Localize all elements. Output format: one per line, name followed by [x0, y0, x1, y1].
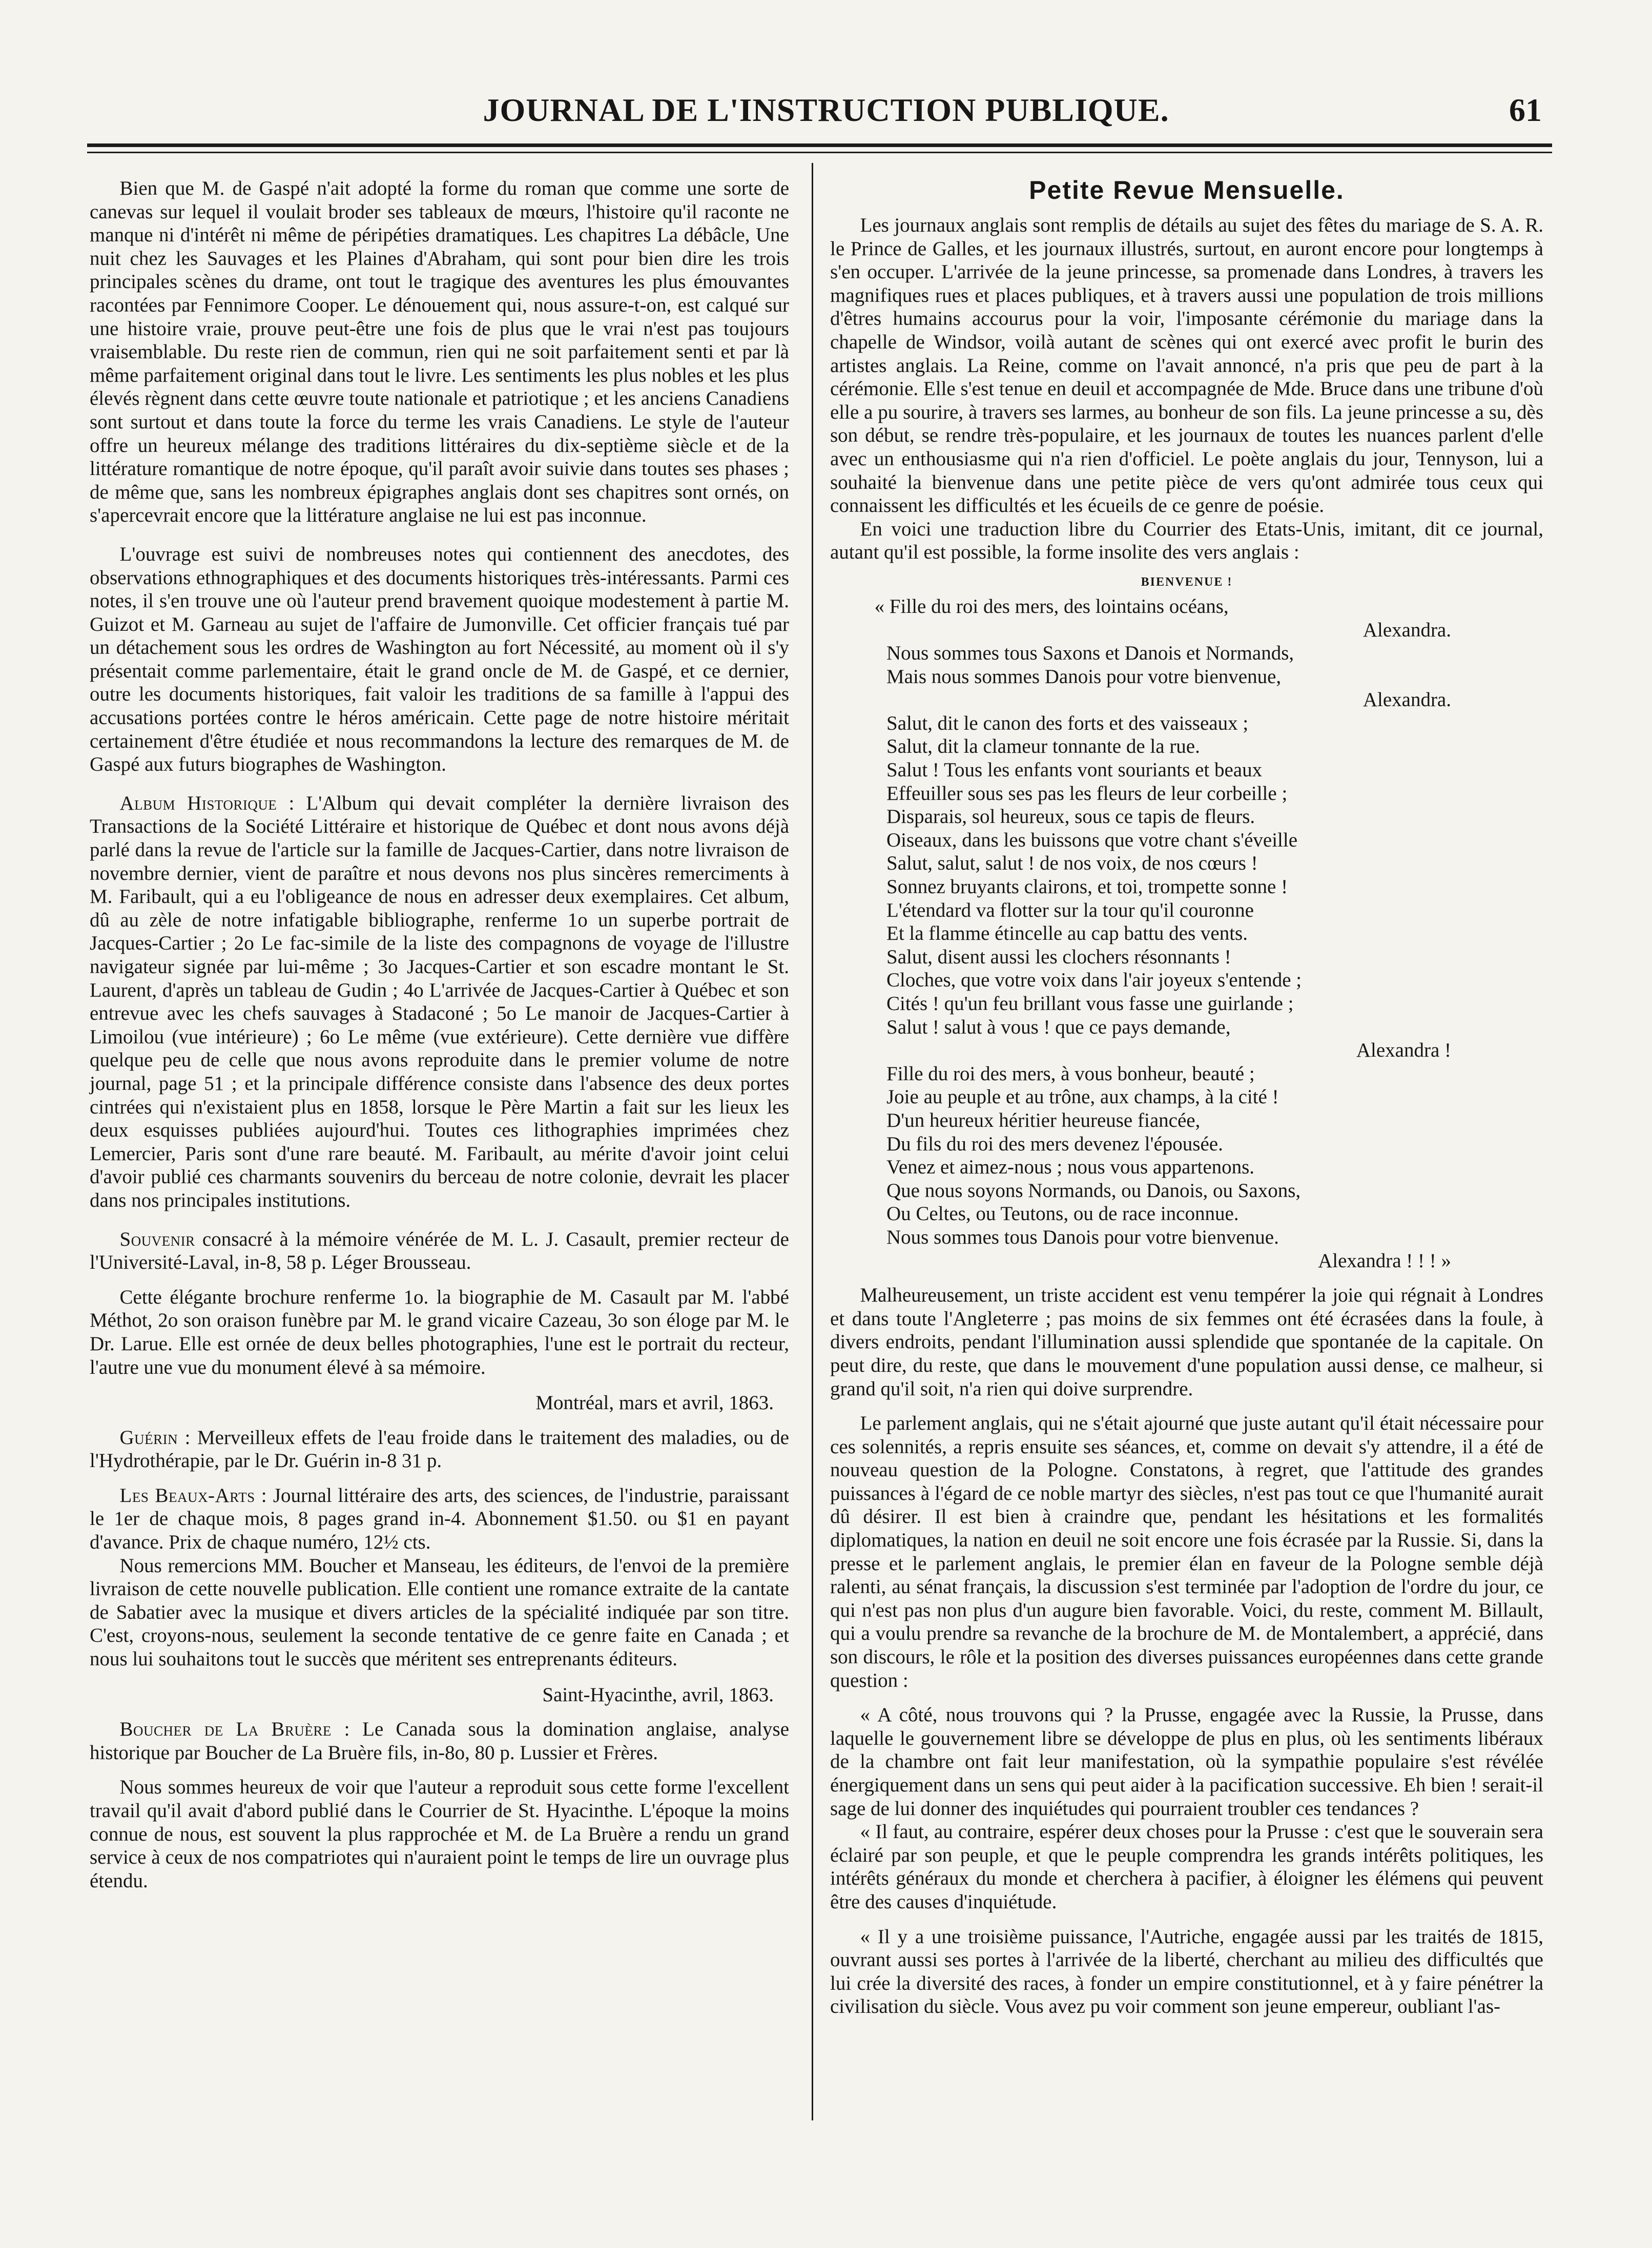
poem-line: Cloches, que votre voix dans l'air joyeux s'entende ; — [886, 969, 1302, 992]
guerin-body: Merveilleux effets de l'eau froide dans le traitement des maladies, ou de l'Hydrothérapie, par le Dr. Guérin in-8 31 p. — [90, 1426, 789, 1472]
album-historique-lede: Album Historique : — [119, 792, 295, 814]
royal-wedding-paragraph: Les journaux anglais sont remplis de détails au sujet des fêtes du mariage de S. A. R. le Prince de Galles, et les journaux illustrés, surtout, en auront encore pour longtemps à s'en occuper. L'arrivée de la jeune princesse, sa promenade dans Londres, à travers les magnifiques rues et places publiques, et à travers aussi une population de trois millions d'êtres humains accourus pour la voir, l'imposante cérémonie du mariage dans la chapelle de Windsor, voilà autant de scènes qui ont exercé avec profit le burin des artistes anglais. La Reine, comme on l'avait annoncé, n'a pris que peu de part à la cérémonie. Elle s'est tenue en deuil et accompagnée de Mde. Bruce dans une tribune d'où elle a pu sourire, à travers ses larmes, au bonheur de son fils. La jeune princesse a su, dès son début, se rendre très-populaire, et les journaux de toutes les nuances parlent d'elle avec un enthousiasme qui n'a rien d'officiel. Le poète anglais du jour, Tennyson, lui a souhaité la bienvenue dans une petite pièce de vers qu'ont admirée tous ceux qui connaissent les difficultés et les écueils de ce genre de poésie. — [830, 214, 1543, 517]
beaux-arts-description: Nous remercions MM. Boucher et Manseau, les éditeurs, de l'envoi de la première livraison de cette nouvelle publication. Elle contient une romance extraite de la cantate de Sabatier avec la musique et divers articles de la spécialité indiquée par son titre. C'est, croyons-nous, seulement la seconde tentative de ce genre faite en Canada ; et nous lui souhaitons tout le succès que méritent ses entreprenants éditeurs. — [90, 1554, 789, 1670]
souvenir-entry — [90, 1228, 789, 1274]
journal-title: JOURNAL DE L'INSTRUCTION PUBLIQUE. — [483, 92, 1169, 128]
poem-line: Salut, salut, salut ! de nos voix, de nos cœurs ! — [886, 852, 1258, 875]
poem-line: Fille du roi des mers, à vous bonheur, beauté ; — [886, 1062, 1255, 1085]
poem-line: Du fils du roi des mers devenez l'épousée. — [886, 1132, 1223, 1155]
poem-line: Alexandra. — [1362, 689, 1451, 711]
boucher-lede: Boucher de La Bruère : — [119, 1718, 350, 1741]
poem-line: Salut ! Tous les enfants vont souriants et beaux — [886, 759, 1263, 781]
poem-line: Et la flamme étincelle au cap battu des vents. — [886, 922, 1248, 945]
poem-line: Salut ! salut à vous ! que ce pays demande, — [886, 1016, 1231, 1038]
souvenir-body: consacré à la mémoire vénérée de M. L. J. Casault, premier recteur de l'Université-Laval, in-8, 58 p. Léger Brousseau. — [90, 1228, 789, 1274]
poem-title: BIENVENUE ! — [1141, 575, 1233, 589]
poem-line: Mais nous sommes Danois pour votre bienvenue, — [886, 665, 1282, 688]
austria-quote-paragraph: « Il y a une troisième puissance, l'Autriche, engagée aussi par les traités de 1815, ouvrant aussi ses portes à l'arrivée de la liberté, cherchant au milieu des difficultés que lui crée la diversité des races, à fonder un empire constitutionnel, et à y faire pénétrer la civilisation du siècle. Vous avez pu voir comment son jeune empereur, oubliant l'as- — [830, 1925, 1543, 2018]
poem-line: Salut, dit le canon des forts et des vaisseaux ; — [886, 712, 1249, 734]
poem-line: Ou Celtes, ou Teutons, ou de race inconnue. — [886, 1203, 1239, 1225]
poem-line: Sonnez bruyants clairons, et toi, trompette sonne ! — [886, 876, 1288, 898]
section-title: Petite Revue Mensuelle. — [1029, 176, 1345, 204]
poem-line: Effeuiller sous ses pas les fleurs de leur corbeille ; — [886, 782, 1288, 805]
poem-line: D'un heureux héritier heureuse fiancée, — [886, 1109, 1201, 1131]
poem-line: L'étendard va flotter sur la tour qu'il couronne — [886, 899, 1254, 921]
guerin-entry — [90, 1426, 789, 1473]
parliament-paragraph: Le parlement anglais, qui ne s'était ajourné que juste autant qu'il était nécessaire pour ces solennités, a repris ensuite ses séances, et, comme on devait s'y attendre, il a été de nouveau question de la Pologne. Constatons, à regret, que l'attitude des grandes puissances à l'égard de ce noble martyr des siècles, n'est pas tout ce que l'humanité aurait dû désirer. Il est bien à craindre que, pendant les hésitations et les formalités diplomatiques, la nation en deuil ne soit encore une fois écrasée par la Russie. Si, dans la presse et le parlement anglais, le premier élan en faveur de la Pologne semble déjà ralenti, au sénat français, la discussion s'est terminée par l'adoption de l'ordre du jour, ce qui n'est pas non plus d'un augure bien favorable. Voici, du reste, comment M. Billault, qui a voulu prendre sa revanche de la brochure de M. de Montalembert, a apprécié, dans son discours, le rôle et la position des diverses puissances européennes dans cette grande question : — [830, 1412, 1543, 1692]
prussia-hope-paragraph: « Il faut, au contraire, espérer deux choses pour la Prusse : c'est que le souverain sera éclairé par son peuple, et que le peuple comprendra les grands intérêts politiques, les intérêts généraux du monde et cherchera à pacifier, à éloigner les élémens qui peuvent être des causes d'inquiétude. — [830, 1821, 1543, 1913]
poem-line: Alexandra ! — [1356, 1039, 1451, 1062]
poem-line: Disparais, sol heureux, sous ce tapis de fleurs. — [886, 806, 1255, 828]
dateline-montreal: Montréal, mars et avril, 1863. — [535, 1392, 774, 1414]
poem-line: Alexandra. — [1362, 618, 1451, 641]
left-column — [90, 177, 789, 1892]
boucher-entry — [90, 1718, 789, 1764]
gaspe-review-paragraph: Bien que M. de Gaspé n'ait adopté la forme du roman que comme une sorte de canevas sur lequel il voulait broder ses tableaux de mœurs, l'histoire qu'il raconte ne manque ni d'intérêt ni même de péripéties dramatiques. Les chapitres La débâcle, Une nuit chez les Sauvages et les Plaines d'Abraham, qui sont pour bien dire les trois principales scènes du drame, ont tout le tragique des aventures les plus émouvantes racontées par Fennimore Cooper. Le dénouement qui, nous assure-t-on, est calqué sur une histoire vraie, prouve peut-être une fois de plus que le vrai n'est pas toujours vraisemblable. Du reste rien de commun, rien qui ne soit parfaitement senti et par là même parfaitement original dans tout le livre. Les sentiments les plus nobles et les plus élevés règnent dans cette œuvre toute nationale et patriotique ; et les anciens Canadiens sont surtout et dans toute la force du terme les vrais Canadiens. Le style de l'auteur offre un heureux mélange des traditions littéraires du dix-septième siècle et de la littérature romantique de notre époque, qu'il paraît avoir suivie dans toutes ses phases ; de même que, sans les nombreux épigraphes anglais dont ses chapitres sont ornés, on s'apercevrait encore que la littérature anglaise ne lui est pas inconnue. — [90, 177, 789, 527]
translation-intro-paragraph: En voici une traduction libre du Courrier des Etats-Unis, imitant, dit ce journal, autant qu'il est possible, la forme insolite des vers anglais : — [830, 518, 1543, 564]
beaux-arts-body: Journal littéraire des arts, des sciences, de l'industrie, paraissant le 1er de chaque mois, 8 pages grand in-4. Abonnement $1.50. ou $1 en payant d'avance. Prix de chaque numéro, 12½ cts. — [90, 1484, 790, 1554]
poem-line: Que nous soyons Normands, ou Danois, ou Saxons, — [886, 1179, 1301, 1202]
poem-line: Joie au peuple et au trône, aux champs, à la cité ! — [886, 1086, 1279, 1108]
album-historique-entry — [90, 792, 789, 1212]
poem-line: Nous sommes tous Danois pour votre bienvenue. — [886, 1226, 1279, 1248]
poem-line: Cités ! qu'un feu brillant vous fasse une guirlande ; — [886, 993, 1294, 1015]
guerin-lede: Guérin : — [119, 1426, 191, 1449]
poem-line: Salut, dit la clameur tonnante de la rue. — [886, 735, 1200, 758]
poem-line: Oiseaux, dans les buissons que votre chant s'éveille — [886, 829, 1298, 851]
column-divider — [812, 163, 813, 2120]
boucher-description: Nous sommes heureux de voir que l'auteur a reproduit sous cette forme l'excellent travail qu'il avait d'abord publié dans le Courrier de St. Hyacinthe. L'époque la moins connue de nous, est souvent la plus rapprochée et M. de La Bruère a rendu un grand service à ceux de nos compatriotes qui n'auraient point le temps de lire un ouvrage plus étendu. — [90, 1776, 789, 1892]
poem — [830, 595, 1543, 1272]
souvenir-description: Cette élégante brochure renferme 1o. la biographie de M. Casault par M. l'abbé Méthot, 2o son oraison funèbre par M. le grand vicaire Cazeau, 3o son éloge par M. le Dr. Larue. Elle est ornée de deux belles photographies, l'une est le portrait du recteur, l'autre une vue du monument élevé à sa mémoire. — [90, 1286, 789, 1378]
beaux-arts-lede: Les Beaux-Arts : — [119, 1484, 267, 1507]
gaspe-notes-paragraph: L'ouvrage est suivi de nombreuses notes qui contiennent des anecdotes, des observations ethnographiques et des documents historiques très-intéressants. Parmi ces notes, il s'en trouve une où l'auteur prend bravement quoique modestement à partie M. Guizot et M. Garneau au sujet de l'affaire de Jumonville. Cet officier français tué par un détachement sous les ordres de Washington au fort Nécessité, au moment où il s'y présentait comme parlementaire, était le grand oncle de M. de Gaspé, et ce dernier, outre les documents historiques, fait valoir les traditions de sa famille à l'appui des accusations portées contre le héros américain. Cette page de notre histoire méritait certainement d'être étudiée et nous recommandons la lecture des remarques de M. de Gaspé aux futurs biographes de Washington. — [90, 543, 789, 776]
poem-line: « Fille du roi des mers, des lointains océans, — [874, 595, 1229, 617]
page-number: 61 — [1509, 92, 1542, 128]
album-historique-body: L'Album qui devait compléter la dernière livraison des Transactions de la Société Littéraire et historique de Québec et dont nous avons déjà parlé dans la revue de l'article sur la famille de Jacques-Cartier, dans notre livraison de novembre dernier, vient de paraître et nous devons nos plus sincères remerciments à M. Faribault, qui a eu l'obligeance de nous en adresser deux exemplaires. Cet album, dû au zèle de notre infatigable bibliographe, renferme 1o un superbe portrait de Jacques-Cartier ; 2o Le fac-simile de la liste des compagnons de voyage de l'illustre navigateur signée par lui-même ; 3o Jacques-Cartier et son escadre montant le St. Laurent, d'après un tableau de Gudin ; 4o L'arrivée de Jacques-Cartier à Québec et son entrevue avec les chefs sauvages à Stadaconé ; 5o Le manoir de Jacques-Cartier à Limoilou (vue intérieure) ; 6o Le même (vue extérieure). Cette dernière vue diffère quelque peu de celle que nous avons reproduite dans le premier volume de notre journal, page 51 ; et la principale différence consiste dans l'absence des deux portes cintrées qui n'existaient plus en 1858, lorsque le Père Martin a fait sur les lieux les deux esquisses publiées aujourd'hui. Toutes ces lithographies imprimées chez Lemercier, Paris sont d'une rare beauté. M. Faribault, au mérite d'avoir joint celui d'avoir publié ces charmants souvenirs du berceau de notre colonie, devrait les placer dans nos principales institutions. — [90, 792, 789, 1211]
beaux-arts-entry — [90, 1484, 789, 1554]
accident-paragraph: Malheureusement, un triste accident est venu tempérer la joie qui régnait à Londres et dans toute l'Angleterre ; pas moins de six femmes ont été écrasées dans la foule, à divers endroits, pendant l'illumination aussi splendide que spontanée de la capitale. On peut dire, du reste, que dans le mouvement d'une population aussi dense, ce malheur, si grand qu'il soit, n'a rien qui doive surprendre. — [830, 1284, 1543, 1400]
header-rule-thick — [87, 143, 1552, 147]
poem-line: Venez et aimez-nous ; nous vous appartenons. — [886, 1156, 1255, 1179]
running-head — [87, 91, 1565, 137]
header-rule-thin — [87, 152, 1552, 153]
right-column — [830, 177, 1543, 2018]
poem-line: Salut, disent aussi les clochers résonnants ! — [886, 945, 1231, 968]
boucher-body: Le Canada sous la domination anglaise, analyse historique par Boucher de La Bruère fils, in-8o, 80 p. Lussier et Frères. — [90, 1718, 790, 1764]
prussia-quote-paragraph: « A côté, nous trouvons qui ? la Prusse, engagée avec la Russie, la Prusse, dans laquelle le gouvernement libre se développe de plus en plus, où les sentiments libéraux de la chambre ont fait leur manifestation, où la sympathie populaire s'est révélée énergiquement dans un sens qui peut aider à la pacification successive. Eh bien ! serait-il sage de lui donner des inquiétudes qui pourraient troubler ces tendances ? — [830, 1704, 1543, 1820]
poem-line: Nous sommes tous Saxons et Danois et Normands, — [886, 642, 1294, 665]
poem-line: Alexandra ! ! ! » — [1318, 1249, 1451, 1272]
souvenir-lede: Souvenir — [119, 1228, 195, 1250]
dateline-saint-hyacinthe: Saint-Hyacinthe, avril, 1863. — [542, 1683, 774, 1706]
